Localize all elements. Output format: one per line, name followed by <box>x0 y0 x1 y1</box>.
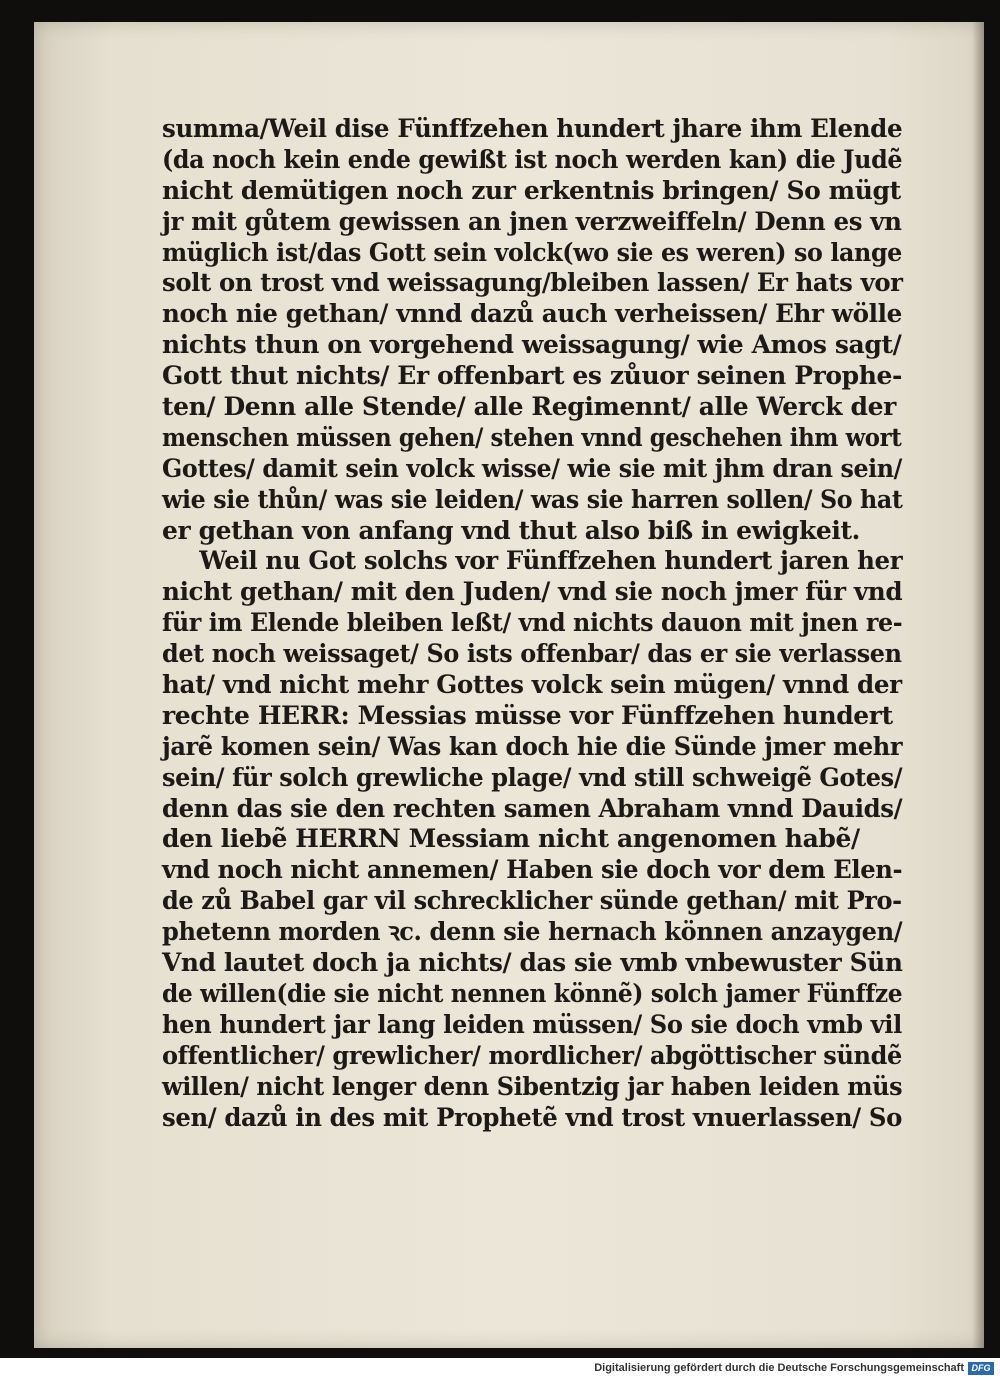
text-line: den liebẽ HERRN Messiam nicht angenomen habẽ/ <box>162 824 860 854</box>
text-line: noch nie gethan/ vnnd dazů auch verheissen/ Ehr wölle <box>162 299 902 329</box>
text-line: det noch weissaget/ So ists offenbar/ das er sie verlassen <box>162 639 902 669</box>
text-line: (da noch kein ende gewißt ist noch werden kan) die Judẽ <box>162 144 903 174</box>
text-line: phetenn morden ꝛc. denn sie hernach können anzaygen/ <box>162 917 903 947</box>
text-line: Weil nu Got solchs vor Fünffzehen hundert jaren her <box>199 546 903 576</box>
text-line: Vnd lautet doch ja nichts/ das sie vmb vnbewuster Sün <box>162 948 903 978</box>
text-line: müglich ist/das Gott sein volck(wo sie es weren) so lange <box>162 237 902 267</box>
text-line: de willen(die sie nicht nennen könnẽ) solch jamer Fünffze <box>162 978 903 1008</box>
text-line: rechte HERR: Messias müsse vor Fünffzehen hundert <box>162 700 893 730</box>
text-line: solt on trost vnd weissagung/bleiben lassen/ Er hats vor <box>162 268 903 298</box>
text-line: er gethan von anfang vnd thut also biß in ewigkeit. <box>162 515 860 545</box>
text-line: hat/ vnd nicht mehr Gottes volck sein mügen/ vnnd der <box>162 670 902 700</box>
text-line: vnd noch nicht annemen/ Haben sie doch vor dem Elen- <box>162 855 903 885</box>
text-line: Gott thut nichts/ Er offenbart es zůuor seinen Prophe- <box>162 361 903 391</box>
text-line: sein/ für solch grewliche plage/ vnd still schweigẽ Gotes/ <box>162 762 903 792</box>
text-line: nichts thun on vorgehend weissagung/ wie Amos sagt/ <box>162 330 902 360</box>
text-line: denn das sie den rechten samen Abraham vnnd Dauids/ <box>162 793 903 823</box>
book-page <box>34 22 984 1348</box>
page-edge-shadow <box>972 22 984 1348</box>
text-line: nicht demütigen noch zur erkentnis bringen/ So mügt <box>162 175 901 205</box>
text-line: menschen müssen gehen/ stehen vnnd geschehen ihm wort <box>162 422 902 452</box>
funding-credit: Digitalisierung gefördert durch die Deutsche Forschungsgemeinschaft <box>594 1362 964 1374</box>
text-line: offentlicher/ grewlicher/ mordlicher/ abgöttischer sündẽ <box>162 1040 902 1070</box>
text-line: sen/ dazů in des mit Prophetẽ vnd trost vnuerlassen/ So <box>162 1102 902 1132</box>
text-line: für im Elende bleiben leßt/ vnd nichts dauon mit jnen re- <box>162 608 903 638</box>
text-line: Gottes/ damit sein volck wisse/ wie sie mit jhm dran sein/ <box>162 453 902 483</box>
text-line: hen hundert jar lang leiden müssen/ So sie doch vmb vil <box>162 1009 902 1039</box>
footer-bar <box>0 1358 1000 1380</box>
text-line: ten/ Denn alle Stende/ alle Regimennt/ alle Werck der <box>162 392 896 422</box>
body-text <box>162 114 902 1133</box>
text-line: jarẽ komen sein/ Was kan doch hie die Sünde jmer mehr <box>162 731 903 761</box>
text-line: de zů Babel gar vil schrecklicher sünde gethan/ mit Pro- <box>162 886 902 916</box>
text-line: jr mit gůtem gewissen an jnen verzweiffeln/ Denn es vn <box>162 206 902 236</box>
dfg-logo-icon: DFG <box>968 1362 994 1375</box>
text-line: nicht gethan/ mit den Juden/ vnd sie noch jmer für vnd <box>162 577 903 607</box>
text-line: willen/ nicht lenger denn Sibentzig jar haben leiden müs <box>162 1071 903 1101</box>
text-line: summa/Weil dise Fünffzehen hundert jhare ihm Elende <box>162 114 903 143</box>
text-line: wie sie thůn/ was sie leiden/ was sie harren sollen/ So hat <box>162 484 903 514</box>
